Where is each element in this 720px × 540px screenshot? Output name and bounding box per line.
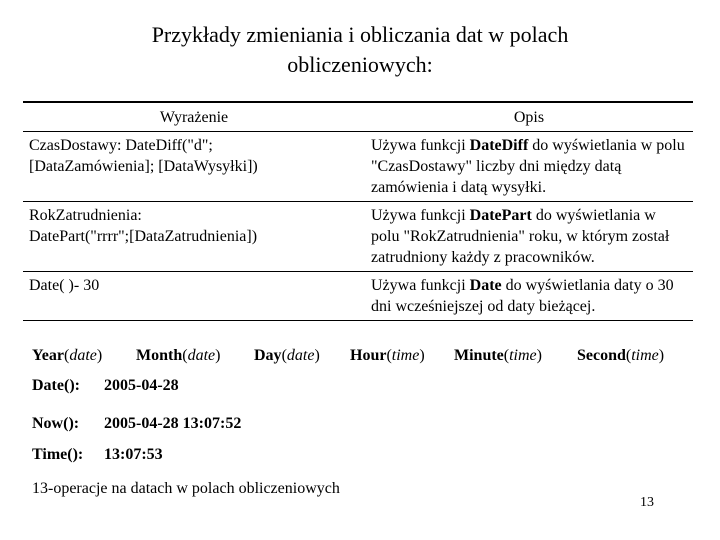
expression-cell [23, 132, 365, 202]
function-name: DateDiff [469, 137, 529, 154]
expression-line: RokZatrudnienia: [29, 207, 142, 224]
function-year: Year(date) [32, 347, 103, 364]
example-value: 2005-04-28 [104, 377, 179, 394]
expression-line: Date( )- 30 [29, 277, 100, 294]
description-cell [365, 202, 693, 272]
description-cell [365, 272, 693, 321]
example-label: Now(): [32, 415, 80, 432]
title-line-2: obliczeniowych: [287, 52, 433, 77]
example-label: Time(): [32, 446, 84, 463]
description-text: Używa funkcji [371, 277, 470, 294]
description-cell [365, 132, 693, 202]
function-day: Day(date) [254, 347, 320, 364]
slide-title [60, 20, 660, 80]
example-value: 13:07:53 [104, 446, 163, 463]
page-number: 13 [640, 495, 654, 510]
example-label: Date(): [32, 377, 80, 394]
function-hour: Hour(time) [350, 347, 425, 364]
slide-caption: 13-operacje na datach w polach obliczeniowych [32, 480, 340, 497]
example-now [32, 413, 241, 435]
header-expression: Wyrażenie [23, 102, 365, 132]
example-date [32, 375, 179, 397]
function-name: DatePart [469, 207, 532, 224]
description-text: do wyświetlania daty o 30 dni wcześniejszej od daty bieżącej. [371, 277, 674, 315]
description-text: do wyświetlania w polu "CzasDostawy" liczby dni między datą zamówienia i datą wysyłki. [371, 137, 685, 196]
expressions-table [23, 101, 693, 321]
expression-line: CzasDostawy: DateDiff("d"; [29, 137, 213, 154]
expression-cell [23, 272, 365, 321]
header-description: Opis [365, 102, 693, 132]
table-row [23, 202, 693, 272]
function-name: Date [469, 277, 502, 294]
table-header-row [23, 102, 693, 132]
function-minute: Minute(time) [454, 347, 542, 364]
table-row [23, 132, 693, 202]
description-text: Używa funkcji [371, 207, 470, 224]
expression-cell [23, 202, 365, 272]
description-text: Używa funkcji [371, 137, 470, 154]
function-month: Month(date) [136, 347, 221, 364]
function-second: Second(time) [577, 347, 665, 364]
expression-line: [DataZamówienia]; [DataWysyłki]) [29, 158, 258, 175]
table-row [23, 272, 693, 321]
expression-line: DatePart("rrrr";[DataZatrudnienia]) [29, 228, 258, 245]
example-time [32, 444, 163, 466]
description-text: do wyświetlania w polu "RokZatrudnienia" roku, w którym został zatrudniony każdy z pracowników. [371, 207, 670, 266]
example-value: 2005-04-28 13:07:52 [104, 415, 242, 432]
title-line-1: Przykłady zmieniania i obliczania dat w polach [151, 22, 569, 47]
